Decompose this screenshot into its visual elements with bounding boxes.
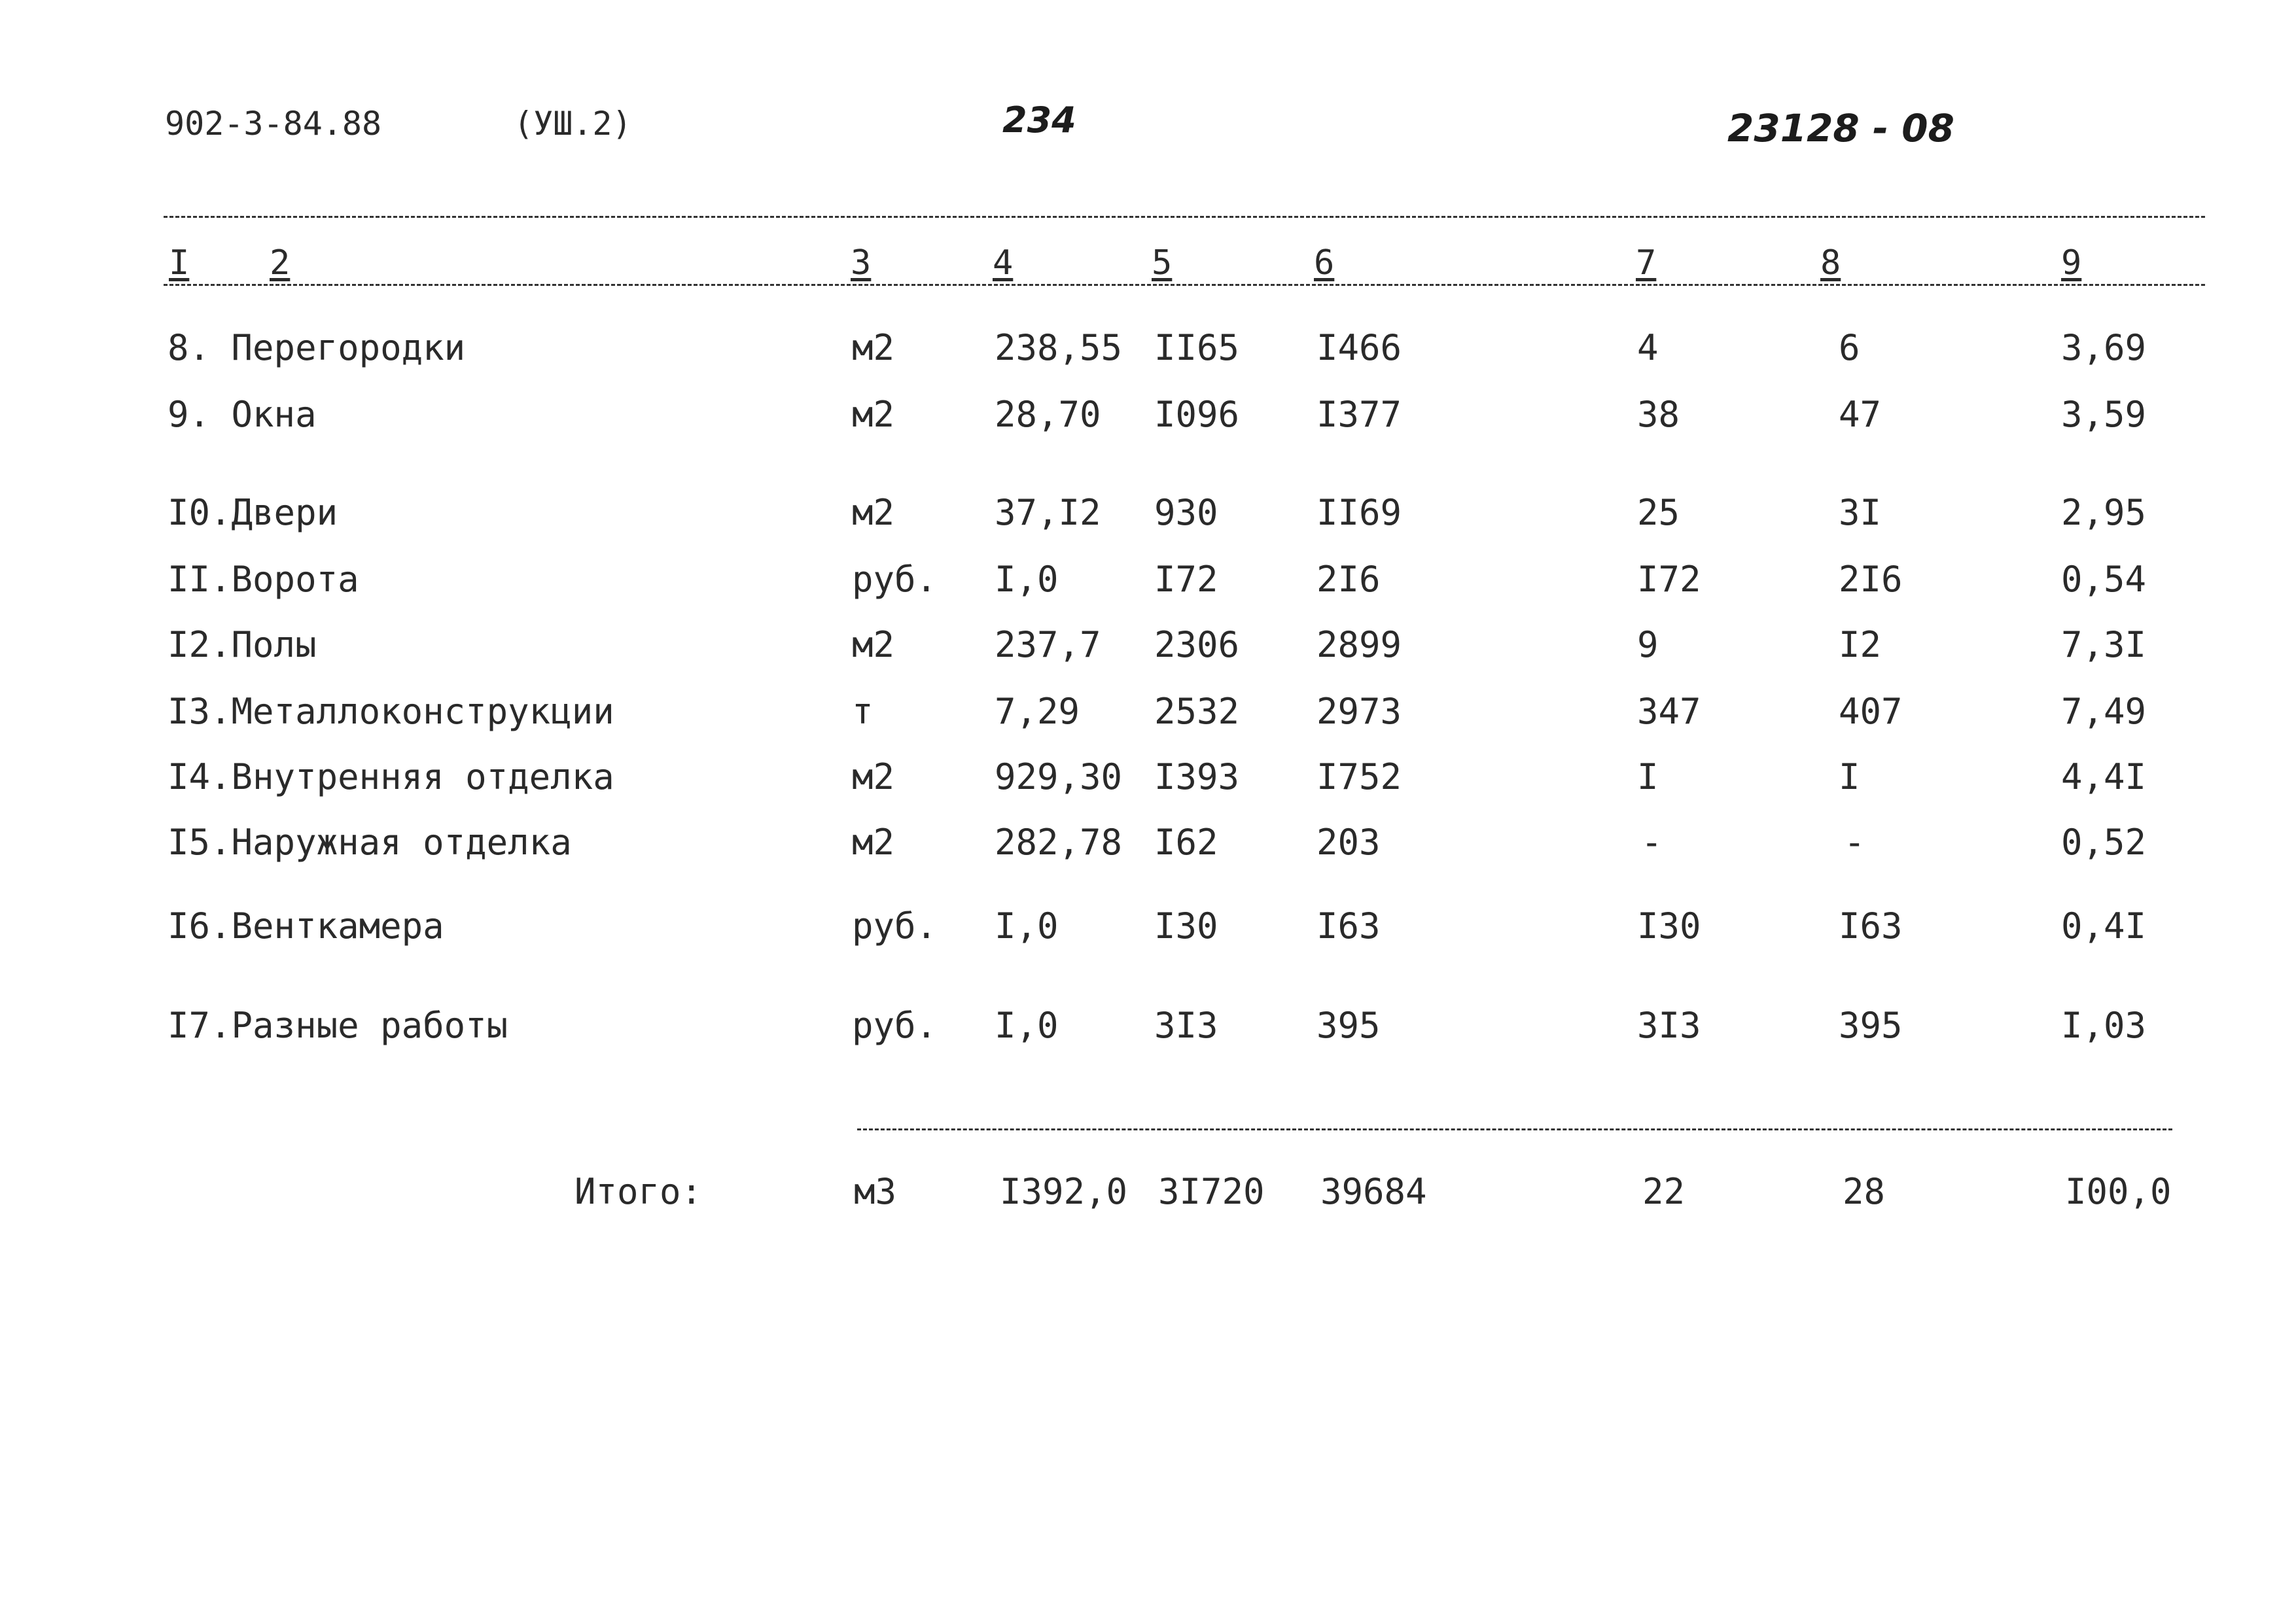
row-col4: 282,78 bbox=[995, 822, 1123, 863]
row-col8: I bbox=[1839, 756, 1860, 797]
row-col7: - bbox=[1641, 822, 1663, 863]
row-col8: 395 bbox=[1839, 1005, 1903, 1046]
row-col4: 37,I2 bbox=[995, 492, 1101, 533]
album-number: (УШ.2) bbox=[514, 105, 632, 143]
total-rule bbox=[857, 1128, 2172, 1130]
row-col5: I096 bbox=[1154, 394, 1240, 435]
total-col5: 3I720 bbox=[1158, 1171, 1265, 1212]
row-col4: 238,55 bbox=[995, 327, 1123, 368]
row-unit: м2 bbox=[852, 822, 895, 863]
total-col7: 22 bbox=[1642, 1171, 1686, 1212]
row-col5: 2532 bbox=[1154, 691, 1240, 732]
column-number-2: 2 bbox=[270, 243, 291, 283]
row-col7: I bbox=[1637, 756, 1659, 797]
header-rule bbox=[164, 284, 2205, 286]
row-col6: I377 bbox=[1316, 394, 1402, 435]
row-col8: 407 bbox=[1839, 691, 1903, 732]
total-label: Итого: bbox=[574, 1171, 703, 1212]
column-number-4: 4 bbox=[993, 243, 1014, 283]
row-name: 9. Окна bbox=[168, 394, 317, 435]
row-col7: 4 bbox=[1637, 327, 1659, 368]
row-col4: I,0 bbox=[995, 559, 1059, 600]
row-col4: 237,7 bbox=[995, 624, 1101, 665]
row-col7: 38 bbox=[1637, 394, 1680, 435]
column-number-6: 6 bbox=[1314, 243, 1335, 283]
row-col6: 203 bbox=[1316, 822, 1381, 863]
row-col9: 0,52 bbox=[2061, 822, 2147, 863]
row-col5: I30 bbox=[1154, 905, 1218, 947]
row-col5: 2306 bbox=[1154, 624, 1240, 665]
row-col9: 3,59 bbox=[2061, 394, 2147, 435]
row-col8: I2 bbox=[1839, 624, 1882, 665]
row-col8: 6 bbox=[1839, 327, 1860, 368]
total-col8: 28 bbox=[1843, 1171, 1886, 1212]
row-col5: II65 bbox=[1154, 327, 1240, 368]
row-name: I0.Двери bbox=[168, 492, 338, 533]
column-number-3: 3 bbox=[851, 243, 872, 283]
page-number: 234 bbox=[1002, 99, 1076, 141]
row-col8: 3I bbox=[1839, 492, 1882, 533]
row-name: I6.Венткамера bbox=[168, 905, 444, 947]
row-col8: I63 bbox=[1839, 905, 1903, 947]
row-col7: 9 bbox=[1637, 624, 1659, 665]
row-col9: I,03 bbox=[2061, 1005, 2147, 1046]
column-number-5: 5 bbox=[1152, 243, 1173, 283]
column-number-8: 8 bbox=[1820, 243, 1841, 283]
row-col7: 347 bbox=[1637, 691, 1701, 732]
row-col5: I393 bbox=[1154, 756, 1240, 797]
row-col4: I,0 bbox=[995, 1005, 1059, 1046]
row-col9: 3,69 bbox=[2061, 327, 2147, 368]
total-col4: I392,0 bbox=[1000, 1171, 1128, 1212]
row-col4: 28,70 bbox=[995, 394, 1101, 435]
row-col6: I752 bbox=[1316, 756, 1402, 797]
row-col4: I,0 bbox=[995, 905, 1059, 947]
row-col7: 3I3 bbox=[1637, 1005, 1701, 1046]
column-number-9: 9 bbox=[2061, 243, 2082, 283]
column-number-1: I bbox=[169, 243, 190, 283]
document-code: 902-3-84.88 bbox=[165, 105, 382, 143]
row-col5: I62 bbox=[1154, 822, 1218, 863]
row-unit: руб. bbox=[852, 1005, 938, 1046]
row-unit: м2 bbox=[852, 756, 895, 797]
row-unit: руб. bbox=[852, 905, 938, 947]
row-col6: 2I6 bbox=[1316, 559, 1381, 600]
row-col4: 7,29 bbox=[995, 691, 1080, 732]
row-col6: I63 bbox=[1316, 905, 1381, 947]
total-col9: I00,0 bbox=[2065, 1171, 2172, 1212]
top-rule bbox=[164, 216, 2205, 218]
row-col5: I72 bbox=[1154, 559, 1218, 600]
row-unit: руб. bbox=[852, 559, 938, 600]
row-col7: I30 bbox=[1637, 905, 1701, 947]
row-unit: т bbox=[852, 691, 874, 732]
row-name: I2.Полы bbox=[168, 624, 317, 665]
row-col9: 4,4I bbox=[2061, 756, 2147, 797]
row-col8: 47 bbox=[1839, 394, 1882, 435]
row-name: I3.Металлоконструкции bbox=[168, 691, 614, 732]
row-col9: 7,3I bbox=[2061, 624, 2147, 665]
row-name: I7.Разные работы bbox=[168, 1005, 508, 1046]
row-col6: II69 bbox=[1316, 492, 1402, 533]
row-name: II.Ворота bbox=[168, 559, 359, 600]
row-name: I4.Внутренняя отделка bbox=[168, 756, 614, 797]
row-col6: 2973 bbox=[1316, 691, 1402, 732]
row-col9: 2,95 bbox=[2061, 492, 2147, 533]
row-col7: I72 bbox=[1637, 559, 1701, 600]
total-col6: 39684 bbox=[1320, 1171, 1427, 1212]
row-name: 8. Перегородки bbox=[168, 327, 466, 368]
row-unit: м2 bbox=[852, 394, 895, 435]
row-col6: 395 bbox=[1316, 1005, 1381, 1046]
row-col5: 930 bbox=[1154, 492, 1218, 533]
row-unit: м2 bbox=[852, 492, 895, 533]
row-col9: 0,54 bbox=[2061, 559, 2147, 600]
archive-number: 23128 - 08 bbox=[1727, 106, 1954, 150]
row-unit: м2 bbox=[852, 624, 895, 665]
row-col7: 25 bbox=[1637, 492, 1680, 533]
row-col8: 2I6 bbox=[1839, 559, 1903, 600]
row-col6: I466 bbox=[1316, 327, 1402, 368]
row-name: I5.Наружная отделка bbox=[168, 822, 572, 863]
total-unit: м3 bbox=[854, 1171, 897, 1212]
row-col9: 7,49 bbox=[2061, 691, 2147, 732]
row-col4: 929,30 bbox=[995, 756, 1123, 797]
row-col9: 0,4I bbox=[2061, 905, 2147, 947]
column-number-7: 7 bbox=[1636, 243, 1657, 283]
row-unit: м2 bbox=[852, 327, 895, 368]
row-col5: 3I3 bbox=[1154, 1005, 1218, 1046]
row-col8: - bbox=[1844, 822, 1865, 863]
row-col6: 2899 bbox=[1316, 624, 1402, 665]
